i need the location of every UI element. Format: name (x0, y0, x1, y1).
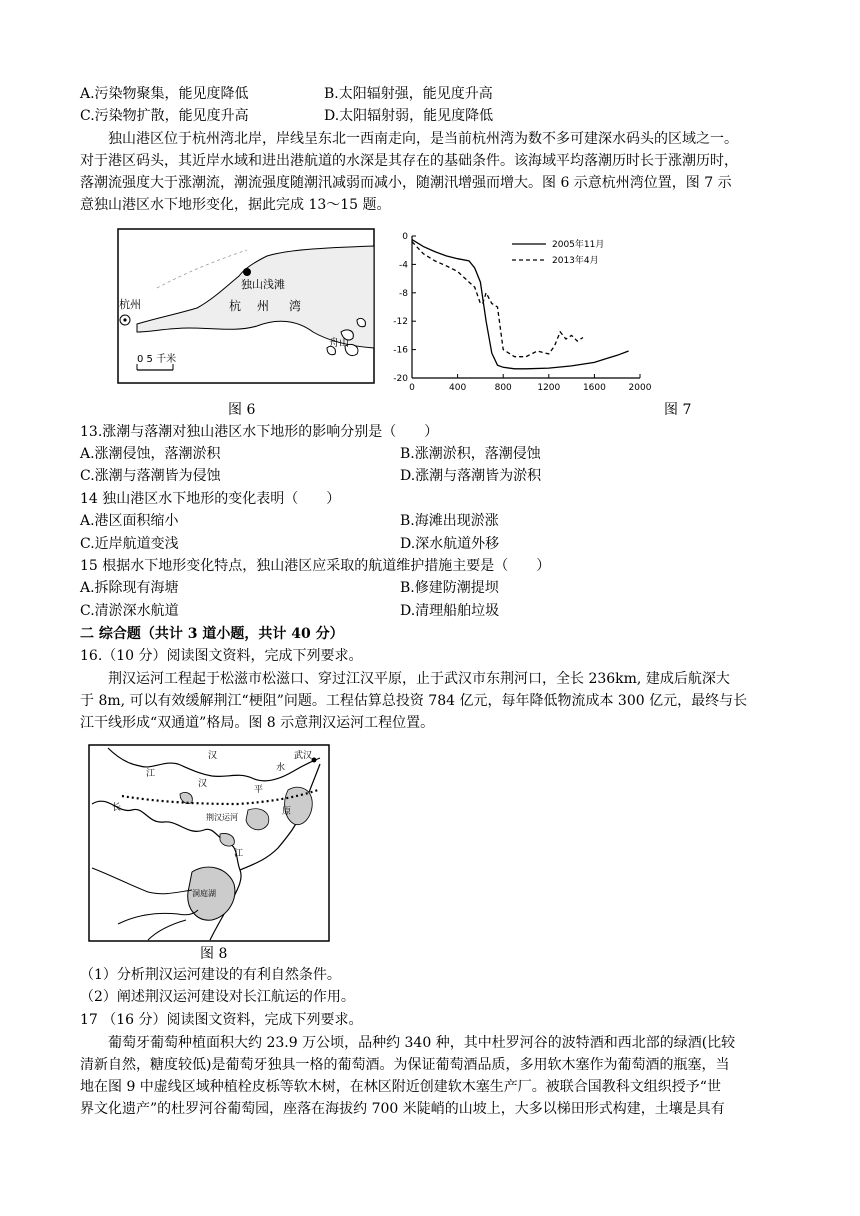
q15-stem: 15 根据水下地形变化特点，独山港区应采取的航道维护措施主要是（ ） (80, 558, 551, 574)
dushan-point-marker (243, 268, 251, 276)
q16-subquestion-2: （2）阐述荆汉运河建设对长江航运的作用。 (80, 989, 355, 1005)
q13-stem: 13.涨潮与落潮对独山港区水下地形的影响分别是（ ） (80, 424, 439, 440)
figure-6-map (117, 228, 375, 384)
q14-option-d: D.深水航道外移 (400, 536, 500, 552)
y-tick-label: -12 (393, 317, 408, 328)
bay-label-1: 杭 (229, 299, 242, 313)
q13-option-c: C.涨潮与落潮皆为侵蚀 (80, 468, 221, 484)
chang-label: 长 (112, 803, 122, 813)
q17-stem: 17 （16 分）阅读图文资料，完成下列要求。 (80, 1012, 363, 1028)
dushan-label: 独山浅滩 (241, 278, 285, 291)
q17-passage-line-1: 葡萄牙葡萄种植面积大约 23.9 万公顷，品种约 340 种，其中杜罗河谷的波特酒和西北部的绿酒(比较 (108, 1035, 736, 1051)
q15-option-c: C.清淤深水航道 (80, 603, 179, 619)
jiang-label-1: 江 (146, 769, 156, 779)
passage1-line-4: 意独山港区水下地形变化，据此完成 13～15 题。 (80, 197, 391, 213)
y-tick-label: -16 (393, 345, 408, 356)
y-tick-label: -20 (393, 374, 408, 384)
q12-option-c: C.污染物扩散，能见度升高 (80, 108, 249, 124)
q17-passage-line-3: 地在图 9 中虚线区域种植栓皮栎等软木树，在林区附近创建软木塞生产厂。被联合国教科文组织授予“世 (80, 1079, 721, 1095)
figure-7-chart (388, 226, 660, 396)
han-label-1: 汉 (208, 751, 218, 761)
hangzhou-label: 杭州 (119, 298, 141, 311)
x-tick-label: 0 (409, 383, 415, 393)
q13-option-a: A.涨潮侵蚀，落潮淤积 (80, 446, 221, 462)
q12-option-d: D.太阳辐射弱，能见度降低 (324, 108, 494, 124)
passage1-line-3: 落潮流强度大于涨潮流，潮流强度随潮汛减弱而减小，随潮汛增强而增大。图 6 示意杭州湾位置，图 7 示 (80, 175, 732, 191)
q16-passage-line-1: 荆汉运河工程起于松滋市松滋口、穿过江汉平原，止于武汉市东荆河口，全长 236km, 建成后航深大 (108, 671, 730, 687)
passage1-line-2: 对于港区码头，其近岸水域和进出港航道的水深是其存在的基础条件。该海域平均落潮历时长于涨潮历时， (80, 153, 738, 169)
q14-option-a: A.港区面积缩小 (80, 513, 179, 529)
canal-label: 荆汉运河 (206, 813, 238, 822)
figure-8-map (88, 744, 330, 942)
q14-option-b: B.海滩出现淤涨 (400, 513, 499, 529)
q13-option-d: D.涨潮与落潮皆为淤积 (400, 468, 542, 484)
x-tick-label: 1600 (582, 383, 606, 393)
q12-option-a: A.污染物聚集，能见度降低 (80, 86, 249, 102)
figure-6-caption: 图 6 (228, 402, 256, 418)
q15-option-b: B.修建防潮提坝 (400, 580, 499, 596)
y-tick-label: -8 (399, 288, 408, 299)
q13-option-b: B.涨潮淤积，落潮侵蚀 (400, 446, 541, 462)
yuan-label: 原 (282, 807, 292, 817)
jiang-label-2: 江 (234, 849, 244, 859)
shui-label: 水 (276, 763, 286, 773)
q14-stem: 14 独山港区水下地形的变化表明（ ） (80, 491, 341, 507)
zhoushan-label: 舟山 (329, 338, 349, 349)
q12-option-b: B.太阳辐射强，能见度升高 (324, 86, 493, 102)
q15-option-a: A.拆除现有海塘 (80, 580, 179, 596)
q17-passage-line-4: 界文化遗产”的杜罗河谷葡萄园，座落在海拔约 700 米陡峭的山坡上，大多以梯田形式构建，土壤是具有 (80, 1101, 725, 1117)
y-tick-label: -4 (399, 260, 408, 271)
hangzhou-point-marker (123, 318, 126, 321)
bay-label-3: 湾 (289, 299, 302, 313)
q15-option-d: D.清理船舶垃圾 (400, 603, 500, 619)
figure-7-caption: 图 7 (664, 402, 692, 418)
figure-8-caption: 图 8 (200, 946, 228, 962)
passage1-line-1: 独山港区位于杭州湾北岸，岸线呈东北一西南走向，是当前杭州湾为数不多可建深水码头的区域之一。 (108, 131, 738, 147)
x-tick-label: 800 (494, 383, 512, 393)
wuhan-label: 武汉 (294, 751, 313, 761)
q16-subquestion-1: （1）分析荆汉运河建设的有利自然条件。 (80, 967, 341, 983)
y-tick-label: 0 (402, 232, 408, 242)
x-tick-label: 2000 (628, 383, 652, 393)
x-tick-label: 400 (449, 383, 467, 393)
han-label-2: 汉 (198, 779, 208, 789)
section-2-heading: 二 综合题（共计 3 道小题，共计 40 分） (80, 626, 344, 642)
x-tick-label: 1200 (537, 383, 561, 393)
dongting-label: 洞庭湖 (192, 889, 216, 898)
bay-label-2: 州 (257, 299, 270, 313)
q16-stem: 16.（10 分）阅读图文资料，完成下列要求。 (80, 648, 363, 664)
q17-passage-line-2: 清新自然，糖度较低)是葡萄牙独具一格的葡萄酒。为保证葡萄酒品质，多用软木塞作为葡萄酒的瓶塞，当 (80, 1057, 730, 1073)
q16-passage-line-2: 于 8m, 可以有效缓解荆江“梗阻”问题。工程估算总投资 784 亿元，每年降低物流成本 300 亿元，最终与长 (80, 693, 748, 709)
q14-option-c: C.近岸航道变浅 (80, 536, 179, 552)
legend-label-2: 2013年4月 (552, 256, 599, 266)
legend-label-1: 2005年11月 (552, 240, 605, 250)
q16-passage-line-3: 江干线形成“双通道”格局。图 8 示意荆汉运河工程位置。 (80, 715, 435, 731)
ping-label: 平 (254, 785, 264, 795)
scale-label: 0 5 千米 (137, 354, 177, 365)
